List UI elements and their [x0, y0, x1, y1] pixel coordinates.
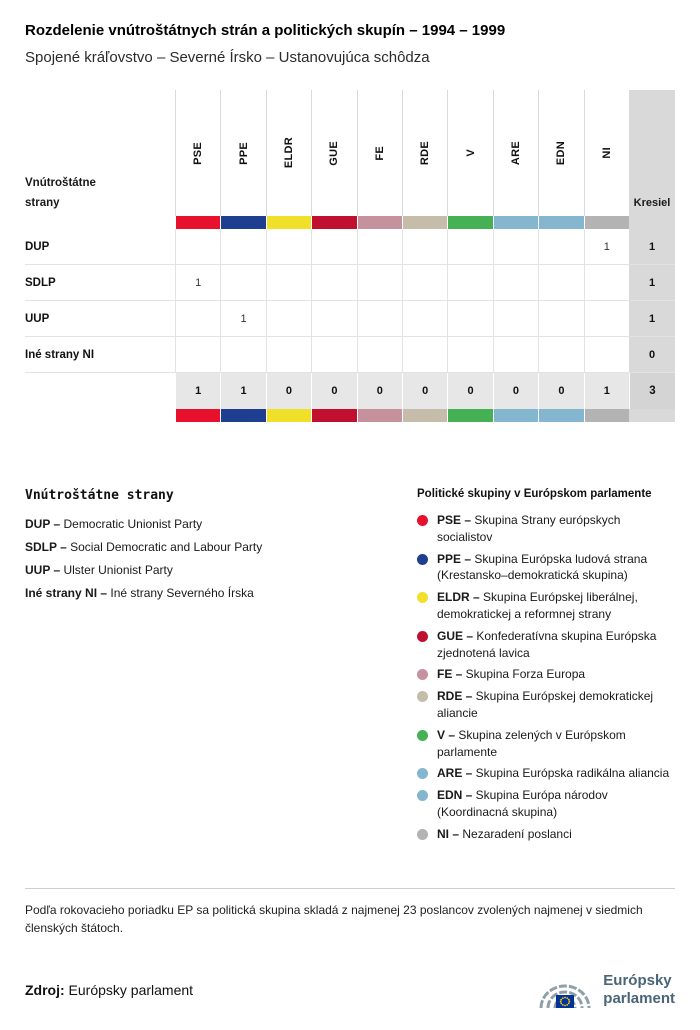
total-cell: 0: [311, 373, 356, 409]
value-cell: [493, 229, 538, 264]
value-cell: [402, 337, 447, 372]
band-cell: [266, 409, 311, 422]
value-cell: [447, 337, 492, 372]
band-cell: [357, 216, 402, 229]
hemicycle-icon: [536, 968, 594, 1012]
value-cell: [357, 265, 402, 300]
source-text: Zdroj: Európsky parlament: [25, 981, 194, 998]
band-cell: [402, 409, 447, 422]
band-cell: [447, 409, 492, 422]
total-cell: 0: [447, 373, 492, 409]
row-header-label: Vnútroštátne strany: [25, 176, 96, 210]
total-seats-cell: 3: [629, 373, 675, 409]
value-cell: [357, 337, 402, 372]
group-color-dot: [417, 790, 428, 801]
value-cell: [584, 301, 629, 336]
legend-item: UUP – Ulster Unionist Party: [25, 563, 173, 577]
band-cell: [538, 409, 583, 422]
band-cell: [584, 216, 629, 229]
band-cell: [402, 216, 447, 229]
band-cell: [175, 409, 220, 422]
legend-item: EDN – Skupina Európa národov (Koordinacná skupina): [417, 787, 675, 821]
value-cell: [311, 229, 356, 264]
total-cell: 1: [175, 373, 220, 409]
legend-item: PSE – Skupina Strany európskych socialistov: [417, 512, 675, 546]
legend-item: Iné strany NI – Iné strany Severného Írska: [25, 586, 254, 600]
row-label: Iné strany NI: [25, 348, 95, 361]
band-cell: [493, 409, 538, 422]
legend-item: GUE – Konfederatívna skupina Európska zjednotená lavica: [417, 628, 675, 662]
footer-divider: [25, 888, 675, 889]
band-seats-cell: [629, 216, 675, 229]
row-label: SDLP: [25, 276, 56, 289]
legend-item: ARE – Skupina Európska radikálna aliancia: [417, 765, 675, 782]
value-cell: [311, 301, 356, 336]
band-cell: [538, 216, 583, 229]
value-cell: [266, 337, 311, 372]
seats-cell: 1: [629, 229, 675, 264]
group-col-header: GUE: [311, 90, 356, 216]
band-cell: [584, 409, 629, 422]
legend-item: PPE – Skupina Európska ludová strana (Krestansko–demokratická skupina): [417, 551, 675, 585]
value-cell: [493, 265, 538, 300]
group-color-dot: [417, 669, 428, 680]
group-col-header: EDN: [538, 90, 583, 216]
footnote: Podľa rokovacieho poriadku EP sa politická skupina skladá z najmenej 23 poslancov zvolených najmenej v siedmich členských štátoch.: [25, 902, 643, 936]
value-cell: [538, 265, 583, 300]
band-cell: [266, 216, 311, 229]
table-header-row: [25, 90, 675, 216]
value-cell: 1: [175, 265, 220, 300]
total-cell: 0: [357, 373, 402, 409]
table-row: [25, 301, 675, 337]
total-cell: 0: [538, 373, 583, 409]
group-col-header: PSE: [175, 90, 220, 216]
group-col-header: ELDR: [266, 90, 311, 216]
seats-table: [25, 90, 675, 422]
value-cell: [311, 337, 356, 372]
group-color-dot: [417, 592, 428, 603]
value-cell: [357, 229, 402, 264]
total-cell: 0: [266, 373, 311, 409]
row-label: UUP: [25, 312, 50, 325]
band-cell: [357, 409, 402, 422]
party-legend-title: Vnútroštátne strany: [25, 488, 174, 503]
group-color-dot: [417, 691, 428, 702]
value-cell: [493, 301, 538, 336]
value-cell: [538, 337, 583, 372]
band-cell: [220, 216, 265, 229]
seats-col-header: Kresiel: [629, 90, 675, 216]
page-subtitle: Spojené kráľovstvo – Severné Írsko – Ustanovujúca schôdza: [25, 49, 430, 66]
value-cell: [402, 301, 447, 336]
totals-row: [25, 373, 675, 409]
total-cell: 0: [493, 373, 538, 409]
band-cell: [220, 409, 265, 422]
value-cell: [175, 301, 220, 336]
total-cell: 0: [402, 373, 447, 409]
table-row: [25, 265, 675, 301]
band-cell: [447, 216, 492, 229]
value-cell: [175, 229, 220, 264]
legend-item: FE – Skupina Forza Europa: [417, 666, 675, 683]
value-cell: [175, 337, 220, 372]
group-color-dot: [417, 515, 428, 526]
value-cell: [402, 265, 447, 300]
value-cell: [266, 229, 311, 264]
legend-item: V – Skupina zelených v Európskom parlamente: [417, 727, 675, 761]
value-cell: 1: [220, 301, 265, 336]
group-col-header: PPE: [220, 90, 265, 216]
value-cell: [584, 265, 629, 300]
value-cell: [447, 301, 492, 336]
value-cell: 1: [584, 229, 629, 264]
legend-item: DUP – Democratic Unionist Party: [25, 517, 203, 531]
band-cell: [311, 216, 356, 229]
value-cell: [311, 265, 356, 300]
legend-item: NI – Nezaradení poslanci: [417, 826, 675, 843]
total-cell: 1: [220, 373, 265, 409]
table-row: [25, 337, 675, 373]
seats-cell: 0: [629, 337, 675, 372]
group-color-dot: [417, 730, 428, 741]
legend-item: ELDR – Skupina Európskej liberálnej, demokratickej a reformnej strany: [417, 589, 675, 623]
band-cell: [175, 216, 220, 229]
ep-logo-text: Európsky parlament: [603, 972, 675, 1007]
group-col-header: FE: [357, 90, 402, 216]
legend-item: RDE – Skupina Európskej demokratickej aliancie: [417, 688, 675, 722]
band-cell: [493, 216, 538, 229]
group-col-header: NI: [584, 90, 629, 216]
value-cell: [447, 265, 492, 300]
color-band-bottom: [25, 409, 675, 422]
source-row: [25, 968, 675, 1012]
band-cell: [311, 409, 356, 422]
band-seats-cell: [629, 409, 675, 422]
value-cell: [584, 337, 629, 372]
group-col-header: ARE: [493, 90, 538, 216]
value-cell: [447, 229, 492, 264]
color-band-top: [25, 216, 675, 229]
group-color-dot: [417, 829, 428, 840]
legend-item: SDLP – Social Democratic and Labour Party: [25, 540, 263, 554]
group-legend-title: Politické skupiny v Európskom parlamente: [417, 488, 652, 500]
group-col-header: V: [447, 90, 492, 216]
page-title: Rozdelenie vnútroštátnych strán a politických skupín – 1994 – 1999: [25, 22, 506, 39]
value-cell: [220, 229, 265, 264]
value-cell: [402, 229, 447, 264]
group-color-dot: [417, 631, 428, 642]
ep-logo: [536, 968, 675, 1012]
value-cell: [266, 265, 311, 300]
legends: [25, 488, 675, 848]
total-cell: 1: [584, 373, 629, 409]
group-color-dot: [417, 554, 428, 565]
value-cell: [266, 301, 311, 336]
value-cell: [538, 229, 583, 264]
group-color-dot: [417, 768, 428, 779]
group-col-header: RDE: [402, 90, 447, 216]
table-row: [25, 229, 675, 265]
seats-cell: 1: [629, 301, 675, 336]
value-cell: [220, 265, 265, 300]
value-cell: [493, 337, 538, 372]
party-legend: [25, 488, 385, 848]
group-legend: [417, 488, 675, 848]
seats-cell: 1: [629, 265, 675, 300]
value-cell: [220, 337, 265, 372]
value-cell: [538, 301, 583, 336]
value-cell: [357, 301, 402, 336]
row-label: DUP: [25, 240, 50, 253]
